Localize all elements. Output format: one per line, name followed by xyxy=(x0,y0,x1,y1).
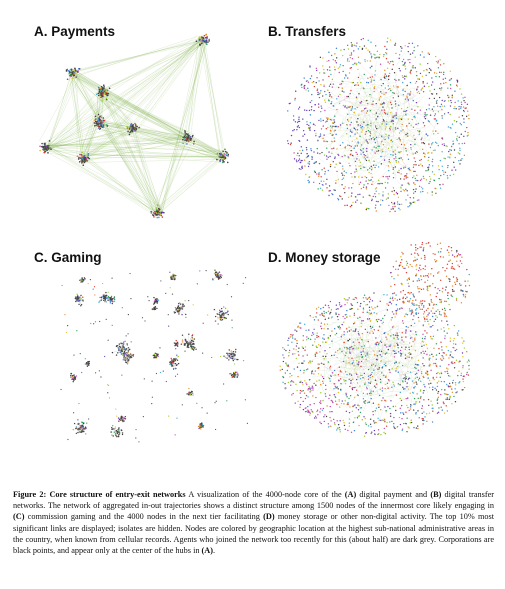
money-storage-edges xyxy=(293,291,441,422)
caption-text-2: digital payment and xyxy=(356,490,431,499)
caption-ref-d: (D) xyxy=(263,512,275,522)
gaming-nodes xyxy=(60,269,248,442)
money-storage-network-graph xyxy=(275,235,485,448)
panel-a-title: A. Payments xyxy=(34,24,116,39)
transfers-edges xyxy=(317,52,446,193)
caption-heading: Core structure of entry-exit networks xyxy=(49,490,186,499)
figure-caption xyxy=(13,489,494,556)
panel-c-title: C. Gaming xyxy=(34,250,102,265)
panel-b-title: B. Transfers xyxy=(268,24,347,39)
caption-text-6: . xyxy=(213,546,216,556)
gaming-network-svg xyxy=(55,262,255,447)
caption-text-5: money storage or other non-digital activity. The top 10% most significant links are displayed; isolates are hidden. Nodes are colored by geographic location at the highest sub-national administrative areas in the country, when known from cellular records. Agents who joined the network too recently for this (about half) are dark grey. Corporations are black points, and appear only at the center of the hubs in xyxy=(13,512,494,556)
gaming-network-graph xyxy=(55,262,255,447)
transfers-network-svg xyxy=(280,30,476,220)
caption-ref-b: (B) xyxy=(430,490,442,499)
gaming-edges xyxy=(71,270,238,436)
money-storage-network-svg xyxy=(275,235,485,448)
payments-network-graph xyxy=(28,28,250,238)
transfers-network-graph xyxy=(280,30,476,220)
caption-ref-a-2: (A) xyxy=(201,546,213,556)
caption-text-1: A visualization of the 4000-node core of the xyxy=(185,490,345,499)
panel-d-title: D. Money storage xyxy=(268,250,381,265)
caption-text-4: commission gaming and the 4000 nodes in the next tier facilitating xyxy=(24,512,264,522)
caption-text-3: digital transfer networks. The network of aggregated in-out trajectories shows a distinct structure among 1500 nodes of the innermost core likely engaging in xyxy=(13,490,495,511)
money-storage-nodes xyxy=(279,242,470,437)
caption-ref-c: (C) xyxy=(13,512,25,522)
caption-label: Figure 2: xyxy=(13,490,47,499)
caption-ref-a: (A) xyxy=(344,490,357,499)
payments-network-svg xyxy=(28,28,250,238)
